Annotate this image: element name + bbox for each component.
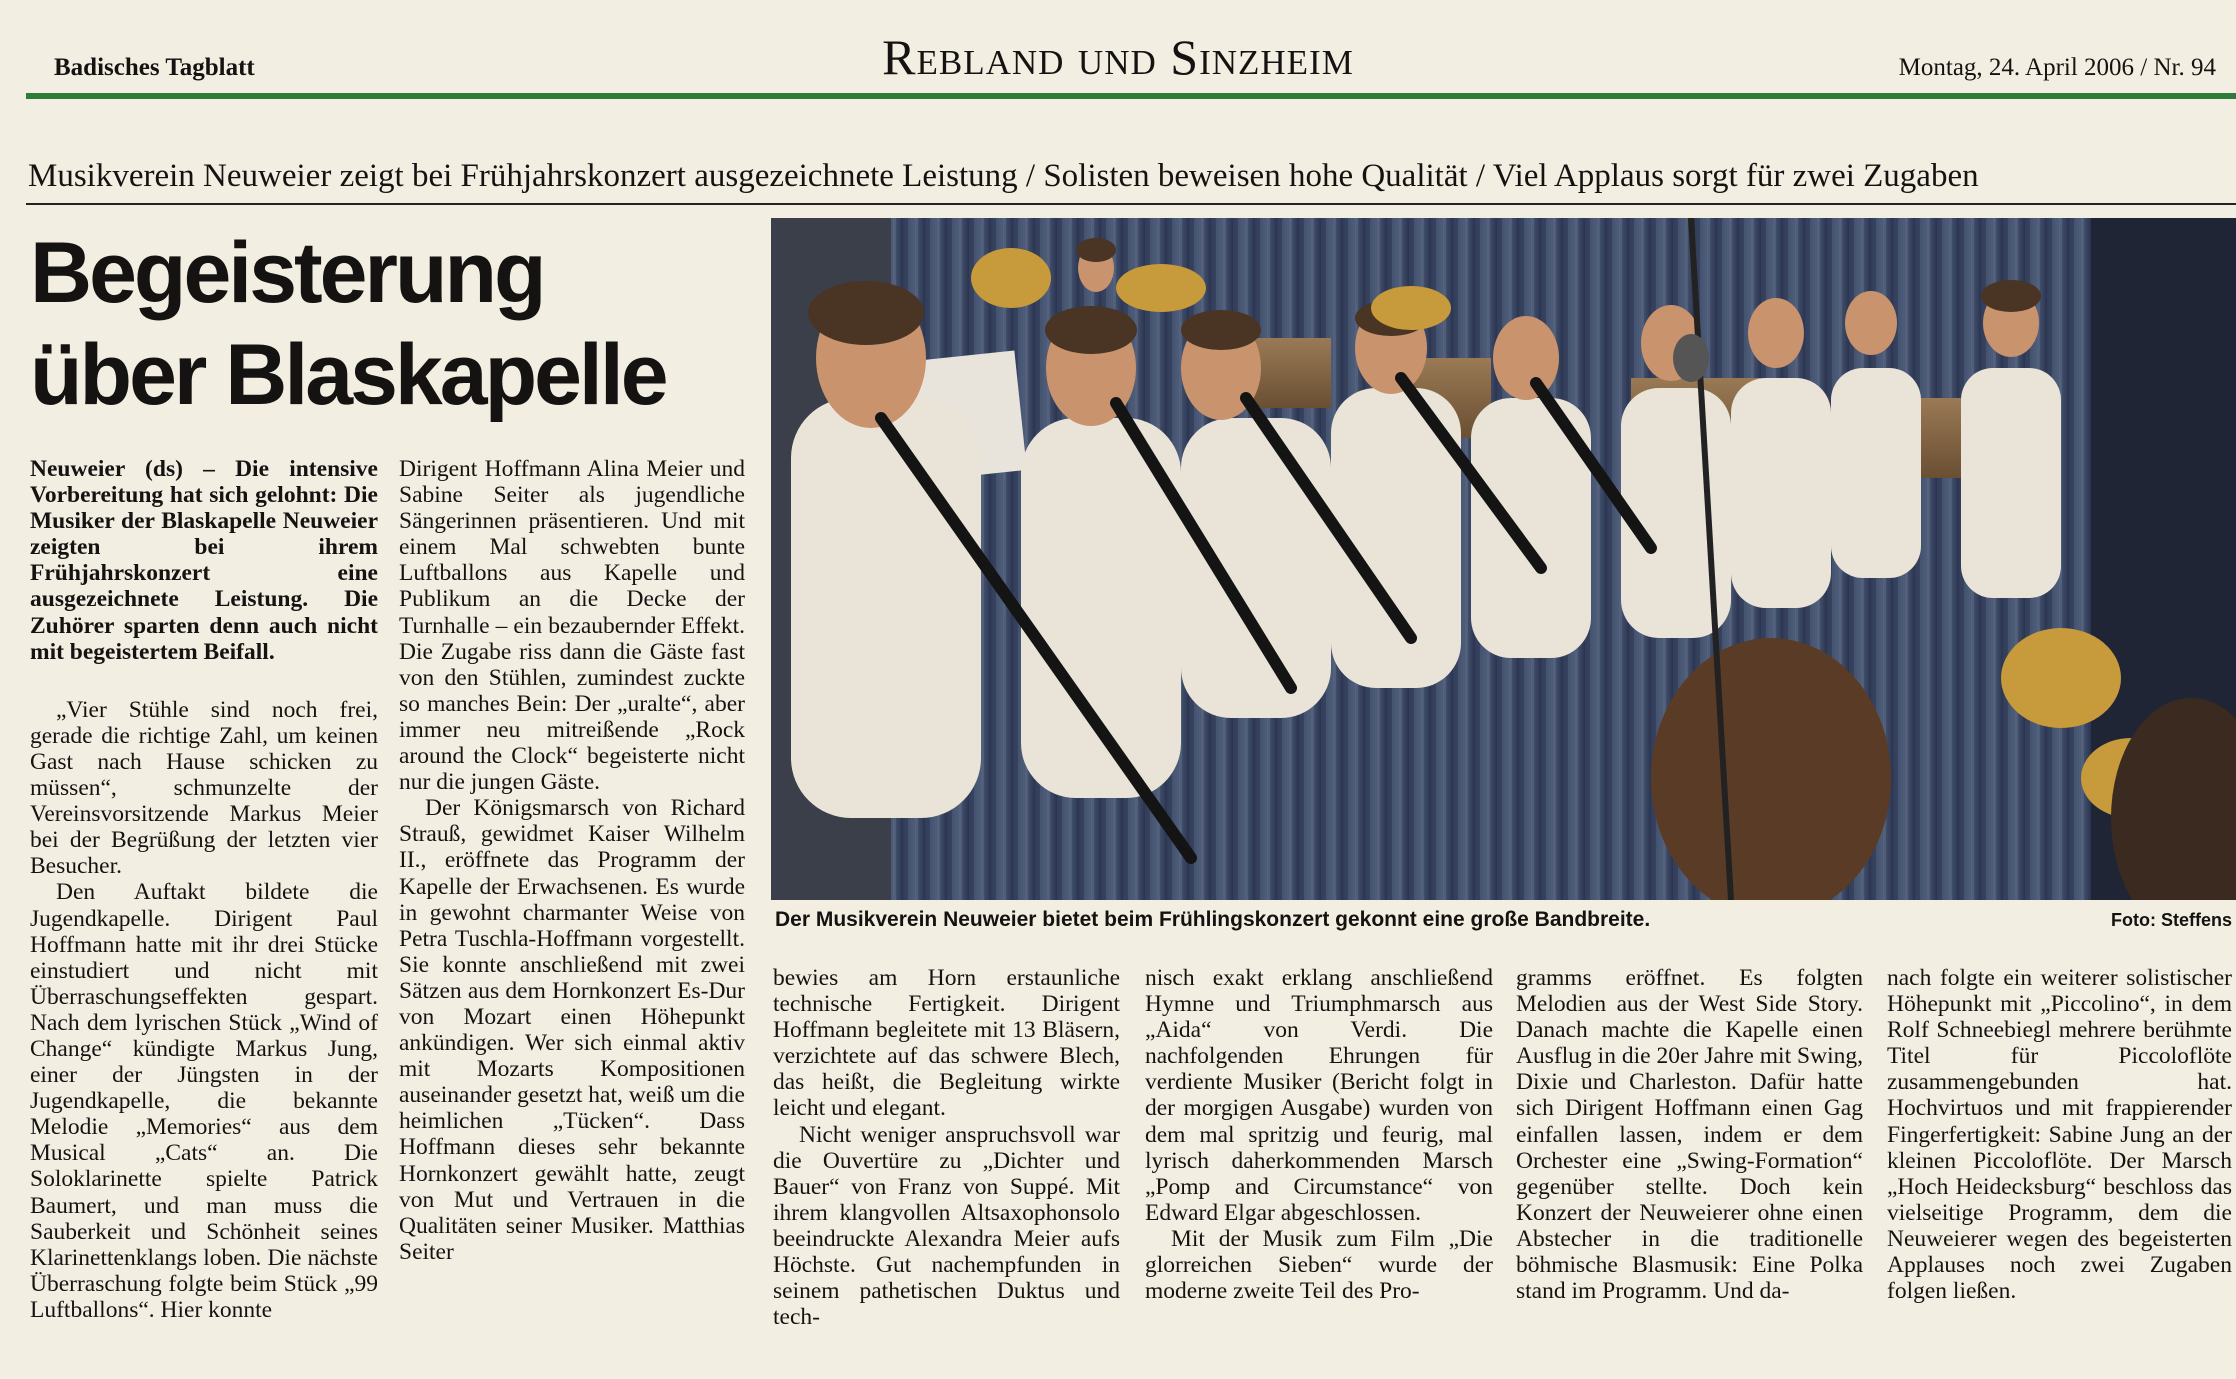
article-paragraph: nisch exakt erklang anschließend Hymne und Triumphmarsch aus „Aida“ von Verdi. Die nachfolgenden Ehrungen für verdiente Musiker (Bericht folgt in der morgigen Ausgabe) wurden von dem mal spritzig und feurig, mal lyrisch daherkommenden Marsch „Pomp and Circumstance“ von Edward Elgar abgeschlossen. [1145, 965, 1493, 1226]
article-paragraph: Der Königsmarsch von Richard Strauß, gewidmet Kaiser Wilhelm II., eröffnete das Programm der Kapelle der Erwachsenen. Es wurde in gewohnt charmanter Weise von Petra Tuschla-Hoffmann vorgestellt. Sie konnte anschließend mit zwei Sätzen aus dem Hornkonzert Es-Dur von Mozart einen Höhepunkt ankündigen. Wer sich einmal aktiv mit Mozarts Kompositionen auseinander gesetzt hat, weiß um die heimlichen „Tücken“. Dass Hoffmann dieses sehr bekannte Hornkonzert gewählt hatte, zeugt von Mut und Vertrauen in die Qualitäten seiner Musiker. Matthias Seiter [399, 795, 745, 1265]
article-column-1 [30, 456, 378, 1323]
article-paragraph: Den Auftakt bildete die Jugendkapelle. Dirigent Paul Hoffmann hatte mit ihr drei Stücke einstudiert und nicht mit Überraschungseffekten gespart. Nach dem lyrischen Stück „Wind of Change“ kündigte Markus Jung, einer der Jüngsten in der Jugendkapelle, die bekannte Melodie „Memories“ aus dem Musical „Cats“ an. Die Soloklarinette spielte Patrick Baumert, und man muss die Sauberkeit und Schönheit seines Klarinettenklangs loben. Die nächste Überraschung folgte beim Stück „99 Luftballons“. Hier konnte [30, 879, 378, 1323]
article-column-2 [399, 456, 745, 1265]
article-headline [30, 222, 770, 426]
section-title: Rebland und Sinzheim [882, 29, 1354, 85]
article-paragraph: bewies am Horn erstaunliche technische Fertigkeit. Dirigent Hoffmann begleitete mit 13 Bläsern, verzichtete auf das schwere Blech, das heißt, die Begleitung wirkte leicht und elegant. [773, 965, 1120, 1122]
article-paragraph: Dirigent Hoffmann Alina Meier und Sabine Seiter als jugendliche Sängerinnen präsentieren. Und mit einem Mal schwebten bunte Luftballons aus Kapelle und Publikum an die Decke der Turnhalle – ein bezaubernder Effekt. Die Zugabe riss dann die Gäste fast von den Stühlen, zumindest zuckte so manches Bein: Der „uralte“, aber immer neu mitreißende „Rock around the Clock“ begeisterte nicht nur die jungen Gäste. [399, 456, 745, 796]
headline-line-2: über Blaskapelle [30, 327, 666, 423]
article-column-5 [1516, 965, 1863, 1304]
masthead-rule [26, 93, 2236, 99]
newspaper-name: Badisches Tagblatt [54, 54, 255, 81]
article-paragraph: „Vier Stühle sind noch frei, gerade die richtige Zahl, um keinen Gast nach Hause schicken zu müssen“, schmunzelte der Vereinsvorsitzende Markus Meier bei der Begrüßung der letzten vier Besucher. [30, 696, 378, 880]
article-paragraph: Nicht weniger anspruchsvoll war die Ouvertüre zu „Dichter und Bauer“ von Franz von Suppé. Mit ihrem klangvollen Altsaxophonsolo beeindruckte Alexandra Meier aufs Höchste. Gut nachempfunden in seinem pathetischen Duktus und tech- [773, 1121, 1120, 1331]
article-column-3 [773, 965, 1120, 1330]
orchestra-photo-illustration [771, 218, 2236, 900]
issue-date: Montag, 24. April 2006 / Nr. 94 [1898, 54, 2216, 81]
article-deck: Musikverein Neuweier zeigt bei Frühjahrskonzert ausgezeichnete Leistung / Solisten beweisen hohe Qualität / Viel Applaus sorgt für zwei Zugaben [28, 158, 1979, 194]
article-column-6 [1887, 965, 2232, 1304]
photo-credit: Foto: Steffens [2111, 910, 2232, 930]
article-paragraph: nach folgte ein weiterer solistischer Höhepunkt mit „Piccolino“, in dem Rolf Schneebiegl mehrere berühmte Titel für Piccoloflöte zusammengebunden hat. Hochvirtuos und mit frappierender Fingerfertigkeit: Sabine Jung an der kleinen Piccoloflöte. Der Marsch „Hoch Heidecksburg“ beschloss das vielseitige Programm, dem die Neuweierer wegen des begeisterten Applauses noch zwei Zugaben folgen ließen. [1887, 965, 2232, 1305]
headline-line-1: Begeisterung [30, 225, 544, 321]
deck-rule [26, 203, 2236, 205]
article-paragraph: gramms eröffnet. Es folgten Melodien aus der West Side Story. Danach machte die Kapelle einen Ausflug in die 20er Jahre mit Swing, Dixie und Charleston. Dafür hatte sich Dirigent Hoffmann einen Gag einfallen lassen, indem er dem Orchester eine „Swing-Formation“ gegenüber stellte. Doch kein Konzert der Neuweierer ohne einen Abstecher in die traditionelle böhmische Blasmusik: Eine Polka stand im Programm. Und da- [1516, 965, 1863, 1305]
article-paragraph: Mit der Musik zum Film „Die glorreichen Sieben“ wurde der moderne zweite Teil des Pro- [1145, 1225, 1493, 1305]
article-lead: Neuweier (ds) – Die intensive Vorbereitung hat sich gelohnt: Die Musiker der Blaskapelle Neuweier zeigten bei ihrem Frühjahrskonzert eine ausgezeichnete Leistung. Die Zuhörer sparten denn auch nicht mit begeistertem Beifall. [30, 456, 378, 665]
article-column-4 [1145, 965, 1493, 1304]
article-photo [771, 218, 2236, 900]
photo-caption: Der Musikverein Neuweier bietet beim Frühlingskonzert gekonnt eine große Bandbreite. [775, 908, 1651, 931]
